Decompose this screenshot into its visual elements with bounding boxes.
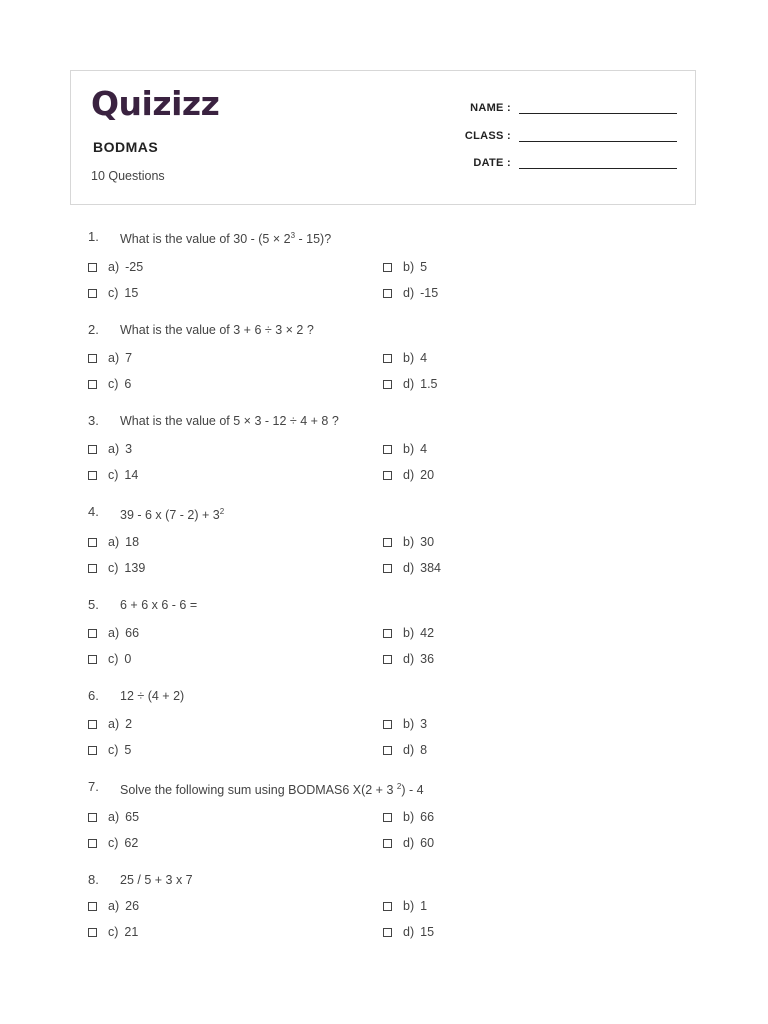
checkbox[interactable] (88, 263, 97, 272)
checkbox[interactable] (88, 720, 97, 729)
checkbox[interactable] (383, 902, 392, 911)
option-c[interactable]: c) 6 (88, 377, 131, 391)
checkbox[interactable] (383, 380, 392, 389)
question-text: What is the value of 5 × 3 - 12 ÷ 4 + 8 ? (120, 414, 339, 428)
option-a[interactable]: a) 26 (88, 899, 139, 913)
question-text: 6 + 6 x 6 - 6 = (120, 598, 198, 612)
checkbox[interactable] (88, 813, 97, 822)
checkbox[interactable] (88, 746, 97, 755)
class-label: CLASS : (464, 130, 511, 142)
option-d[interactable]: d) 1.5 (383, 377, 438, 391)
option-d[interactable]: d) 36 (383, 652, 434, 666)
name-blank-line (519, 99, 677, 114)
checkbox[interactable] (383, 928, 392, 937)
question-number: 8. (88, 872, 99, 887)
question-text: What is the value of 3 + 6 ÷ 3 × 2 ? (120, 323, 314, 337)
question-text: 25 / 5 + 3 x 7 (120, 873, 193, 887)
option-b[interactable]: b) 4 (383, 442, 427, 456)
option-d[interactable]: d) 384 (383, 561, 441, 575)
checkbox[interactable] (88, 928, 97, 937)
option-c[interactable]: c) 15 (88, 286, 138, 300)
checkbox[interactable] (383, 746, 392, 755)
option-a[interactable]: a) 3 (88, 442, 132, 456)
date-field (441, 154, 677, 169)
option-b[interactable]: b) 5 (383, 260, 427, 274)
checkbox[interactable] (88, 564, 97, 573)
checkbox[interactable] (383, 445, 392, 454)
checkbox[interactable] (383, 263, 392, 272)
checkbox[interactable] (383, 564, 392, 573)
option-d[interactable]: d) 20 (383, 468, 434, 482)
option-a[interactable]: a) 66 (88, 626, 139, 640)
quiz-title: BODMAS (93, 139, 159, 155)
checkbox[interactable] (383, 813, 392, 822)
checkbox[interactable] (383, 655, 392, 664)
option-b[interactable]: b) 30 (383, 535, 434, 549)
option-d[interactable]: d) 8 (383, 743, 427, 757)
checkbox[interactable] (383, 629, 392, 638)
option-d[interactable]: d) 15 (383, 925, 434, 939)
name-field (441, 99, 677, 114)
question-number: 4. (88, 504, 99, 519)
checkbox[interactable] (383, 354, 392, 363)
question-count: 10 Questions (91, 169, 165, 183)
name-label: NAME : (470, 102, 511, 114)
class-field (441, 127, 677, 142)
option-c[interactable]: c) 5 (88, 743, 131, 757)
checkbox[interactable] (383, 538, 392, 547)
option-b[interactable]: b) 4 (383, 351, 427, 365)
checkbox[interactable] (88, 471, 97, 480)
option-b[interactable]: b) 3 (383, 717, 427, 731)
question-number: 7. (88, 779, 99, 794)
question-number: 5. (88, 597, 99, 612)
checkbox[interactable] (383, 289, 392, 298)
checkbox[interactable] (88, 289, 97, 298)
worksheet-header (70, 70, 696, 205)
checkbox[interactable] (88, 902, 97, 911)
option-c[interactable]: c) 139 (88, 561, 145, 575)
quizizz-logo: Quizizz (91, 84, 220, 123)
question-text: 39 - 6 x $(7 - 2) + 3^2$ (120, 507, 225, 522)
option-d[interactable]: d) -15 (383, 286, 438, 300)
checkbox[interactable] (88, 445, 97, 454)
option-a[interactable]: a) 2 (88, 717, 132, 731)
option-c[interactable]: c) 21 (88, 925, 138, 939)
question-number: 6. (88, 688, 99, 703)
question-number: 1. (88, 229, 99, 244)
option-b[interactable]: b) 1 (383, 899, 427, 913)
option-a[interactable]: a) 7 (88, 351, 132, 365)
question-text: 12 ÷ (4 + 2) (120, 689, 185, 703)
checkbox[interactable] (88, 380, 97, 389)
checkbox[interactable] (88, 655, 97, 664)
option-c[interactable]: c) 14 (88, 468, 138, 482)
date-blank-line (519, 154, 677, 169)
class-blank-line (519, 127, 677, 142)
option-d[interactable]: d) 60 (383, 836, 434, 850)
option-b[interactable]: b) 42 (383, 626, 434, 640)
option-a[interactable]: a) -25 (88, 260, 143, 274)
question-text: Solve the following sum using BODMAS6 X(2 + 3 $^2$) - 4 (120, 782, 424, 797)
checkbox[interactable] (383, 839, 392, 848)
option-a[interactable]: a) 18 (88, 535, 139, 549)
checkbox[interactable] (88, 839, 97, 848)
question-text: What is the value of $30 - (5 \times 2^3 - 15)$? (120, 231, 332, 246)
checkbox[interactable] (88, 629, 97, 638)
question-number: 3. (88, 413, 99, 428)
option-a[interactable]: a) 65 (88, 810, 139, 824)
date-label: DATE : (473, 157, 511, 169)
option-c[interactable]: c) 62 (88, 836, 138, 850)
checkbox[interactable] (383, 471, 392, 480)
checkbox[interactable] (383, 720, 392, 729)
question-number: 2. (88, 322, 99, 337)
checkbox[interactable] (88, 538, 97, 547)
option-c[interactable]: c) 0 (88, 652, 131, 666)
option-b[interactable]: b) 66 (383, 810, 434, 824)
checkbox[interactable] (88, 354, 97, 363)
